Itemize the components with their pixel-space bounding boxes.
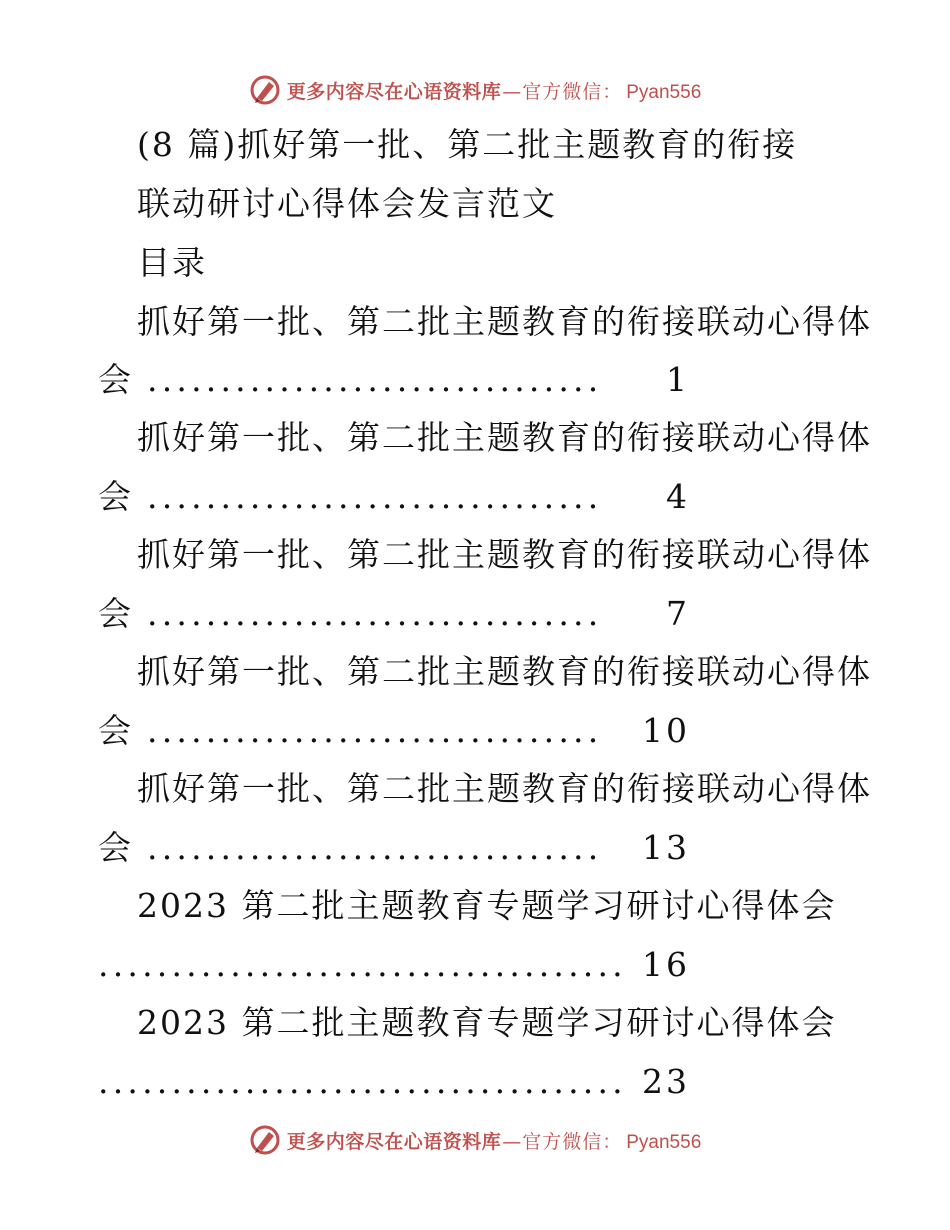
banner-main-text: 更多内容尽在心语资料库 [286, 1130, 502, 1153]
toc-page-number: 1 [666, 360, 690, 399]
banner-separator: — [502, 1130, 522, 1153]
dot-leader: ............................... [147, 828, 603, 867]
toc-page-number: 10 [642, 711, 690, 750]
toc-entry-3-title[interactable]: 抓好第一批、第二批主题教育的衔接联动心得体 [137, 535, 872, 574]
toc-entry-6-title[interactable]: 2023 第二批主题教育专题学习研讨心得体会 [137, 886, 837, 925]
toc-entry-3-leader[interactable]: 会 ............................... 7 [98, 594, 690, 633]
dot-leader: ............................... [147, 360, 603, 399]
dot-leader: .................................... [98, 1062, 627, 1101]
banner-wechat-id: Pyan556 [626, 1131, 702, 1153]
pen-logo-icon [249, 74, 281, 106]
toc-heading: 目录 [137, 243, 207, 282]
dot-leader: ............................... [147, 711, 603, 750]
header-banner [0, 70, 950, 110]
toc-entry-1-title[interactable]: 抓好第一批、第二批主题教育的衔接联动心得体 [137, 302, 872, 341]
banner-separator: — [502, 80, 522, 103]
footer-banner-text [287, 1127, 702, 1154]
toc-entry-5-title[interactable]: 抓好第一批、第二批主题教育的衔接联动心得体 [137, 769, 872, 808]
banner-wechat-id: Pyan556 [626, 81, 702, 103]
footer-banner [0, 1120, 950, 1160]
toc-entry-2-leader[interactable]: 会 ............................... 4 [98, 477, 690, 516]
dot-leader: ............................... [147, 477, 603, 516]
toc-entry-7-title[interactable]: 2023 第二批主题教育专题学习研讨心得体会 [137, 1003, 837, 1042]
toc-page-number: 16 [642, 945, 690, 984]
toc-page-number: 4 [666, 477, 690, 516]
toc-page-number: 13 [642, 828, 690, 867]
toc-entry-4-leader[interactable]: 会 ............................... 10 [98, 711, 690, 750]
document-title-line-1: (8 篇)抓好第一批、第二批主题教育的衔接 [137, 125, 798, 164]
toc-page-number: 23 [642, 1062, 690, 1101]
toc-entry-5-leader[interactable]: 会 ............................... 13 [98, 828, 690, 867]
toc-entry-4-title[interactable]: 抓好第一批、第二批主题教育的衔接联动心得体 [137, 652, 872, 691]
document-title-line-2: 联动研讨心得体会发言范文 [137, 184, 557, 223]
banner-wechat-label: 官方微信： [522, 80, 623, 103]
toc-entry-6-leader[interactable] [98, 945, 690, 985]
toc-entry-2-title[interactable]: 抓好第一批、第二批主题教育的衔接联动心得体 [137, 418, 872, 457]
banner-wechat-label: 官方微信： [522, 1130, 623, 1153]
pen-logo-icon [249, 1124, 281, 1156]
header-banner-text [287, 77, 702, 104]
toc-entry-7-leader[interactable] [98, 1062, 690, 1102]
dot-leader: .................................... [98, 945, 627, 984]
banner-main-text: 更多内容尽在心语资料库 [286, 80, 502, 103]
toc-page-number: 7 [666, 594, 690, 633]
toc-entry-1-leader[interactable]: 会 ............................... 1 [98, 360, 690, 399]
dot-leader: ............................... [147, 594, 603, 633]
